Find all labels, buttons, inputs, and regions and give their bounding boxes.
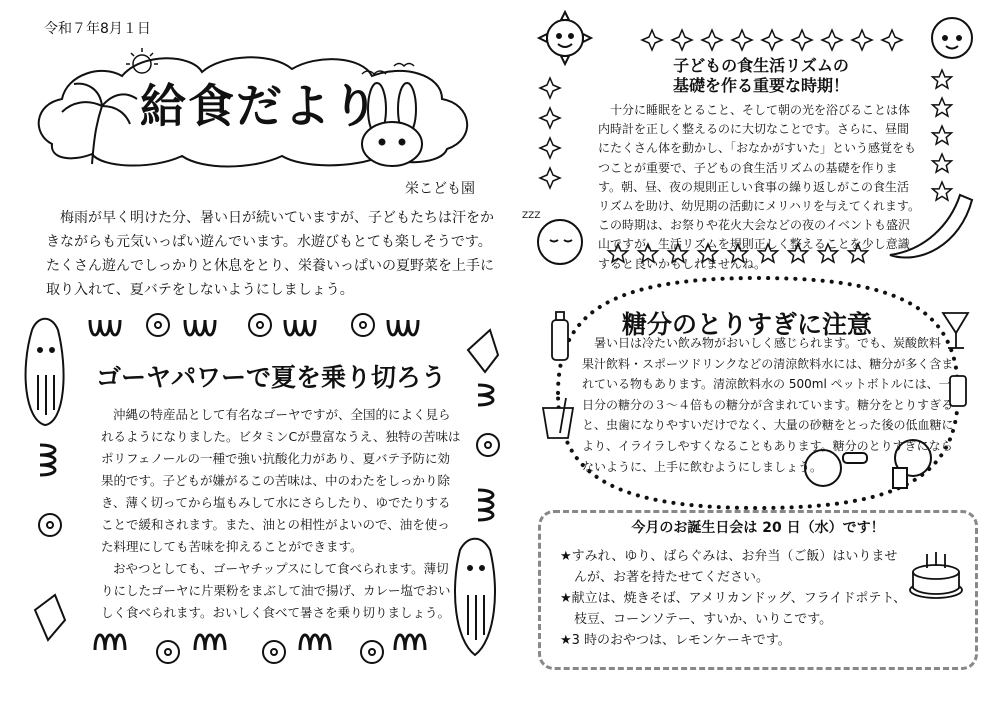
glass-drink-icon (543, 398, 573, 438)
goya-paragraph-2: おやつとしても、ゴーヤチップスにして食べられます。薄切りにしたゴーヤに片栗粉をまぶして油で揚げ、カレー塩でおいしく食べられます。おいしく食べて暑さを乗り切りましょう。 (101, 561, 451, 620)
goya-section-body (101, 404, 461, 624)
rhythm-section-title (606, 56, 916, 96)
goya-character-icon (455, 539, 495, 655)
birthday-item: ★すみれ、ゆり、ばらぐみは、お弁当（ご飯）はいりませんが、お著を持たせてください。 (560, 549, 898, 585)
goya-paragraph-1: 沖縄の特産品として有名なゴーヤですが、全国的によく見られるようになりました。ビタミンCが豊富なうえ、独特の苦味はポリフェノールの一種で強い抗酸化力があり、夏バテ予防に効果的です。子どもが嫌がるこの苦味は、中のわたをしっかり除き、薄く切ってから塩もみして水にさらしたり、ゆでたりすることで緩和されます。また、油との相性がよいので、油を使った料理にしても苦味を抑えることができます。 (101, 407, 461, 554)
rhythm-title-line-2: 基礎を作る重要な時期！ (672, 76, 849, 95)
intro-paragraph: 梅雨が早く明けた分、暑い日が続いていますが、子どもたちは汗をかきながらも元気いっぱい遊んでいます。水遊びもとても楽しそうです。たくさん遊んでしっかりと休息をとり、栄養いっぱいの夏野菜を上手に取り入れて、夏バテをしないようにしましょう。 (46, 210, 494, 298)
school-name: 栄こども園 (405, 181, 475, 197)
birthday-list (560, 546, 910, 651)
svg-text:ZZZ: ZZZ (522, 211, 541, 221)
page-title: 給食だより (140, 79, 380, 133)
birthday-item: ★3 時のおやつは、レモンケーキです。 (560, 633, 791, 648)
birthday-title: 今月のお誕生日会は 20 日（水）です！ (631, 520, 885, 536)
birthday-cake-icon (905, 540, 967, 602)
sugar-section-body: 暑い日は冷たい飲み物がおいしく感じられます。でも、炭酸飲料・果汁飲料・スポーツドリンクなどの清涼飲料水には、糖分が多く含まれている物もあります。清涼飲料水の 500ml ペットボトルには、一日分の糖分の３〜４倍もの糖分が含まれています。糖分をとりすぎると、虫歯になりやすいだけでなく、大量の砂糖をとった後の低血糖により、イライラしやすくなることもあります。糖分のとりすぎにならないように、上手に飲むようにしましょう。 (582, 336, 954, 474)
birthday-item: ★献立は、焼きそば、アメリカンドッグ、フライドポテト、枝豆、コーンソテー、すいか、いりこです。 (560, 591, 907, 627)
goya-section-title: ゴーヤパワーで夏を乗り切ろう (96, 363, 447, 392)
child-face-icon (932, 18, 972, 58)
sugar-section-title: 糖分のとりすぎに注意 (622, 310, 873, 339)
sleeping-child-icon (522, 211, 582, 264)
palm-tree-icon (62, 84, 137, 164)
rhythm-title-line-1: 子どもの食生活リズムの (673, 56, 849, 75)
issue-date: 令和７年8月１日 (44, 21, 151, 37)
goya-character-icon (26, 319, 64, 425)
sun-face-icon (539, 12, 591, 64)
bottle-icon (552, 312, 568, 360)
rhythm-section-body: 十分に睡眠をとること、そして朝の光を浴びることは体内時計を正しく整えるのに大切なことです。さらに、昼間にたくさん体を動かし、「おなかがすいた」という感覚をもつことが重要で、子どもの食生活リズムの基礎を作ります。朝、昼、夜の規則正しい食事の繰り返しがこの食生活リズムを助け、幼児期の活動にメリハリを与えてくれます。この時期は、お祭りや花火大会などの夜のイベントも盛沢山ですが、生活リズムを規則正しく整えることを少し意識すると良いかもしれませんね。 (598, 103, 920, 271)
